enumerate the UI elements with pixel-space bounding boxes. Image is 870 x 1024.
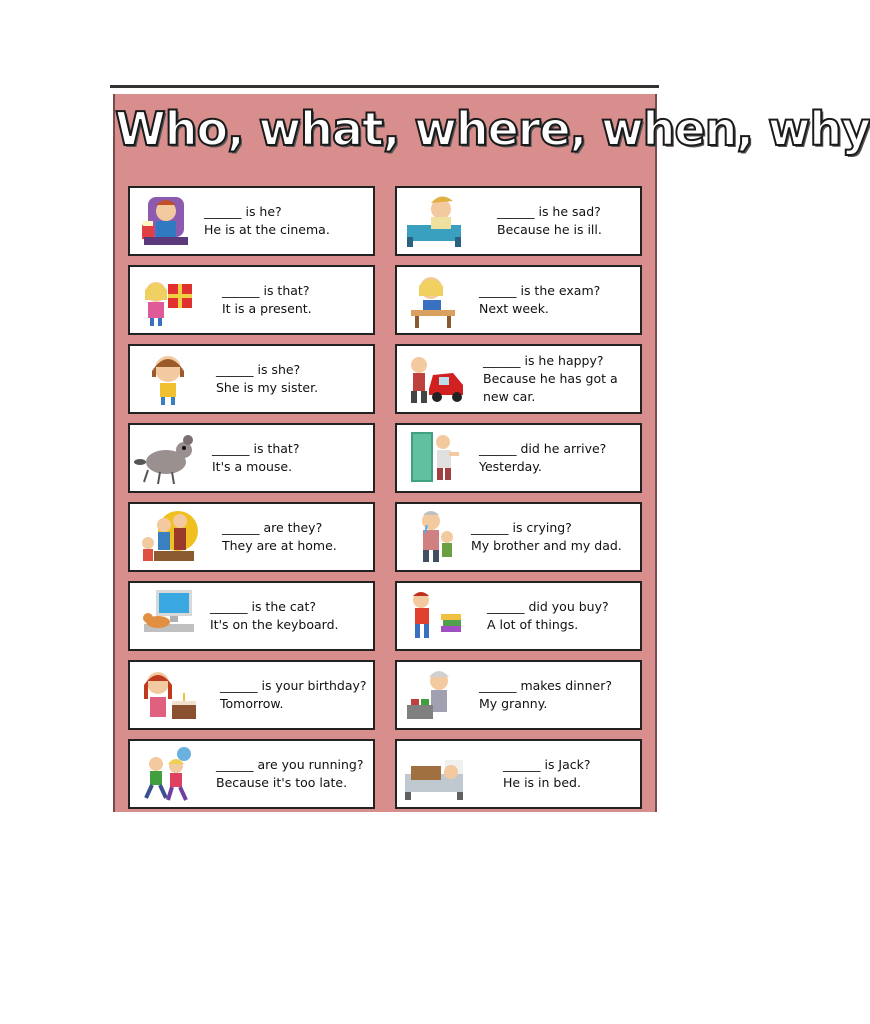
- question-text: ______ are you running?: [216, 757, 364, 772]
- question-text: ______ is the cat?: [210, 599, 316, 614]
- cartoon-boy-shopping-icon: [401, 586, 467, 646]
- question-text: ______ makes dinner?: [479, 678, 612, 693]
- cartoon-cat-computer-icon: [134, 586, 200, 646]
- card-text: [204, 188, 369, 254]
- cartoon-girl-present-icon: [134, 270, 200, 330]
- answer-text: Tomorrow.: [220, 696, 284, 711]
- question-text: ______ are they?: [222, 520, 323, 535]
- card-text: [222, 267, 369, 333]
- answer-text: Next week.: [479, 301, 549, 316]
- card-text: [222, 504, 369, 570]
- cartoon-kids-running-icon: [134, 744, 200, 804]
- question-text: ______ is that?: [222, 283, 310, 298]
- cartoon-man-door-icon: [401, 428, 467, 488]
- question-text: ______ is the exam?: [479, 283, 601, 298]
- worksheet-title: Who, what, where, when, why: [115, 102, 870, 156]
- card-text: [212, 425, 369, 491]
- card-text: [220, 662, 369, 728]
- cartoon-crying-man-icon: [401, 507, 467, 567]
- card-text: [216, 346, 369, 412]
- card-cinema: [128, 186, 375, 256]
- card-text: [497, 188, 636, 254]
- answer-text: Yesterday.: [479, 459, 542, 474]
- card-text: [487, 583, 636, 649]
- question-text: ______ is he sad?: [497, 204, 601, 219]
- card-home: [128, 502, 375, 572]
- cartoon-man-car-icon: [401, 349, 467, 409]
- question-text: ______ is Jack?: [503, 757, 591, 772]
- question-text: ______ is he happy?: [483, 353, 604, 368]
- cartoon-girl-sister-icon: [134, 349, 200, 409]
- card-mouse: [128, 423, 375, 493]
- question-text: ______ is your birthday?: [220, 678, 367, 693]
- question-text: ______ did he arrive?: [479, 441, 607, 456]
- card-exam: [395, 265, 642, 335]
- card-buy: [395, 581, 642, 651]
- card-text: [216, 741, 369, 807]
- worksheet: [113, 94, 870, 812]
- card-text: [483, 346, 634, 412]
- answer-text: They are at home.: [222, 538, 337, 553]
- answer-text: Because he has got a new car.: [483, 371, 618, 404]
- card-text: [479, 425, 636, 491]
- question-text: ______ is she?: [216, 362, 301, 377]
- card-text: [471, 504, 636, 570]
- card-running: [128, 739, 375, 809]
- card-sad: [395, 186, 642, 256]
- cartoon-girl-exam-icon: [401, 270, 467, 330]
- question-text: ______ did you buy?: [487, 599, 609, 614]
- answer-text: A lot of things.: [487, 617, 579, 632]
- card-birthday: [128, 660, 375, 730]
- cartoon-boy-in-bed-icon: [401, 191, 467, 251]
- card-dinner: [395, 660, 642, 730]
- card-text: [503, 741, 636, 807]
- question-text: ______ is he?: [204, 204, 282, 219]
- card-arrive: [395, 423, 642, 493]
- card-text: [479, 662, 636, 728]
- cartoon-boy-cinema-icon: [134, 191, 200, 251]
- cartoon-family-home-icon: [134, 507, 200, 567]
- answer-text: My brother and my dad.: [471, 538, 622, 553]
- card-jack: [395, 739, 642, 809]
- answer-text: My granny.: [479, 696, 548, 711]
- cartoon-girl-birthday-cake-icon: [134, 665, 200, 725]
- cartoon-mouse-icon: [134, 428, 200, 488]
- cartoon-granny-cooking-icon: [401, 665, 467, 725]
- card-sister: [128, 344, 375, 414]
- answer-text: It's on the keyboard.: [210, 617, 339, 632]
- answer-text: He is at the cinema.: [204, 222, 330, 237]
- card-happy: [395, 344, 642, 414]
- question-text: ______ is that?: [212, 441, 300, 456]
- answer-text: Because he is ill.: [497, 222, 602, 237]
- card-present: [128, 265, 375, 335]
- answer-text: She is my sister.: [216, 380, 319, 395]
- answer-text: He is in bed.: [503, 775, 581, 790]
- answer-text: Because it's too late.: [216, 775, 348, 790]
- top-rule: [110, 85, 659, 88]
- card-crying: [395, 502, 642, 572]
- card-text: [479, 267, 636, 333]
- card-text: [210, 583, 369, 649]
- cartoon-boy-sleeping-bed-icon: [401, 744, 467, 804]
- answer-text: It's a mouse.: [212, 459, 293, 474]
- card-cat: [128, 581, 375, 651]
- answer-text: It is a present.: [222, 301, 312, 316]
- question-text: ______ is crying?: [471, 520, 572, 535]
